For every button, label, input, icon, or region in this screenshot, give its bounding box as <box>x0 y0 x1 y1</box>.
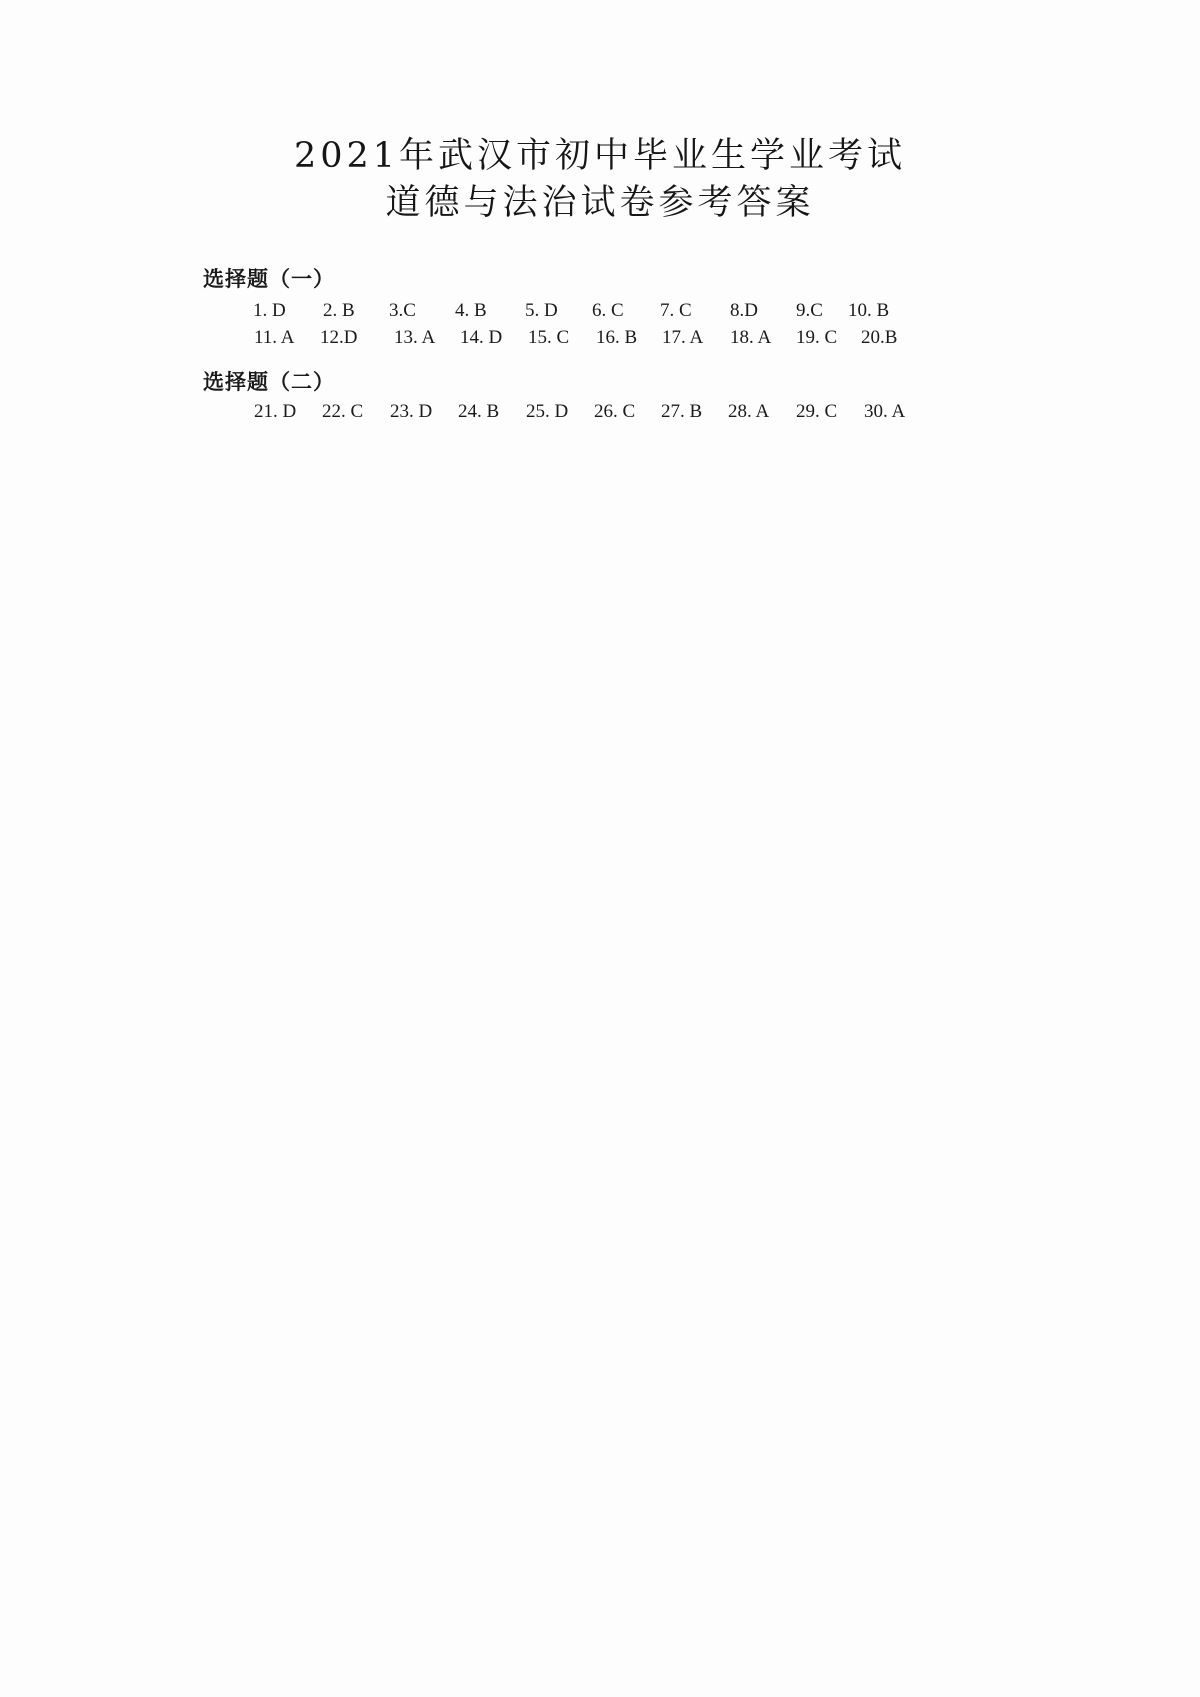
section-heading-choice-1: 选择题（一） <box>203 267 335 291</box>
answer-item: 2. B <box>323 300 355 321</box>
answer-item: 4. B <box>455 300 487 321</box>
answer-item: 21. D <box>254 401 297 422</box>
answer-item: 30. A <box>864 401 906 422</box>
answer-item: 24. B <box>458 401 500 422</box>
answer-item: 28. A <box>728 401 770 422</box>
answer-item: 12.D <box>320 327 358 348</box>
answer-item: 23. D <box>390 401 433 422</box>
answer-row-21-30 <box>0 401 1200 427</box>
answer-item: 20.B <box>861 327 898 348</box>
answer-item: 22. C <box>322 401 364 422</box>
answer-item: 1. D <box>253 300 286 321</box>
answer-item: 7. C <box>660 300 692 321</box>
answer-item: 5. D <box>525 300 558 321</box>
answer-item: 9.C <box>796 300 823 321</box>
answer-item: 10. B <box>848 300 890 321</box>
answer-item: 8.D <box>730 300 758 321</box>
answer-item: 29. C <box>796 401 838 422</box>
answer-item: 27. B <box>661 401 703 422</box>
document-title-line-1: 2021年武汉市初中毕业生学业考试 <box>293 136 907 176</box>
answer-item: 19. C <box>796 327 838 348</box>
answer-item: 17. A <box>662 327 704 348</box>
answer-item: 6. C <box>592 300 624 321</box>
answer-item: 13. A <box>394 327 436 348</box>
answer-item: 11. A <box>254 327 295 348</box>
answer-item: 14. D <box>460 327 503 348</box>
answer-item: 26. C <box>594 401 636 422</box>
answer-item: 15. C <box>528 327 570 348</box>
answer-item: 25. D <box>526 401 569 422</box>
answer-item: 3.C <box>389 300 416 321</box>
section-heading-choice-2: 选择题（二） <box>203 370 335 394</box>
answer-item: 18. A <box>730 327 772 348</box>
document-title-line-2: 道德与法治试卷参考答案 <box>385 183 815 223</box>
answer-item: 16. B <box>596 327 638 348</box>
answer-row-11-20 <box>0 327 1200 353</box>
answer-row-1-10 <box>0 300 1200 326</box>
